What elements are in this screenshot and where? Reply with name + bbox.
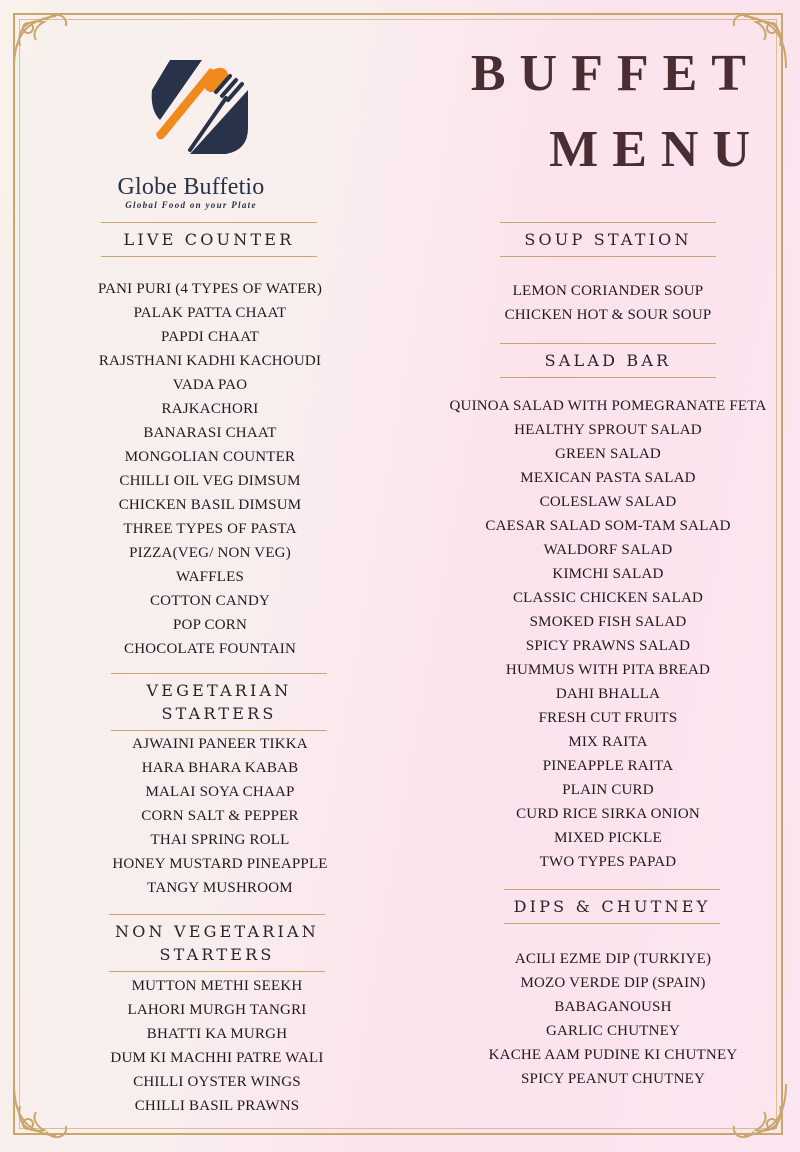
list-item: BANARASI CHAAT bbox=[143, 425, 277, 441]
page-title-line-1: BUFFET bbox=[470, 45, 760, 102]
list-item: MEXICAN PASTA SALAD bbox=[520, 470, 696, 486]
list-item: KACHE AAM PUDINE KI CHUTNEY bbox=[488, 1047, 738, 1063]
dips-chutney-list bbox=[453, 947, 773, 1091]
list-item: CHILLI BASIL PRAWNS bbox=[134, 1098, 300, 1114]
list-item: MOZO VERDE DIP (SPAIN) bbox=[520, 975, 706, 991]
section-heading-salad-bar: SALAD BAR bbox=[500, 343, 716, 378]
section-heading-line: VEGETARIAN bbox=[146, 681, 292, 700]
list-item: LEMON CORIANDER SOUP bbox=[512, 283, 704, 299]
list-item: BABAGANOUSH bbox=[554, 999, 672, 1015]
list-item: MUTTON METHI SEEKH bbox=[131, 978, 303, 994]
list-item: GREEN SALAD bbox=[555, 446, 661, 462]
list-item: POP CORN bbox=[173, 617, 247, 633]
list-item: TWO TYPES PAPAD bbox=[539, 854, 677, 870]
list-item: MIX RAITA bbox=[568, 734, 648, 750]
list-item: PINEAPPLE RAITA bbox=[542, 758, 674, 774]
list-item: MONGOLIAN COUNTER bbox=[124, 449, 296, 465]
section-heading-live-counter: LIVE COUNTER bbox=[101, 222, 317, 257]
list-item: DAHI BHALLA bbox=[555, 686, 661, 702]
ornament-corner-icon bbox=[6, 1076, 76, 1146]
list-item: CORN SALT & PEPPER bbox=[141, 808, 299, 824]
list-item: THAI SPRING ROLL bbox=[150, 832, 290, 848]
list-item: CHOCOLATE FOUNTAIN bbox=[124, 641, 296, 657]
list-item: RAJSTHANI KADHI KACHOUDI bbox=[98, 353, 322, 369]
list-item: CHILLI OYSTER WINGS bbox=[133, 1074, 301, 1090]
section-heading-nonveg-starters bbox=[109, 914, 325, 972]
salad-bar-list bbox=[443, 394, 773, 874]
list-item: LAHORI MURGH TANGRI bbox=[127, 1002, 307, 1018]
list-item: HEALTHY SPROUT SALAD bbox=[514, 422, 702, 438]
live-counter-list bbox=[60, 277, 360, 661]
section-heading-veg-starters bbox=[111, 673, 327, 731]
list-item: CLASSIC CHICKEN SALAD bbox=[512, 590, 704, 606]
list-item: PALAK PATTA CHAAT bbox=[133, 305, 287, 321]
list-item: AJWAINI PANEER TIKKA bbox=[132, 736, 308, 752]
section-heading-line: NON VEGETARIAN bbox=[115, 922, 319, 941]
list-item: PIZZA(VEG/ NON VEG) bbox=[129, 545, 291, 561]
list-item: CHILLI OIL VEG DIMSUM bbox=[119, 473, 301, 489]
list-item: DUM KI MACHHI PATRE WALI bbox=[110, 1050, 324, 1066]
list-item: GARLIC CHUTNEY bbox=[545, 1023, 681, 1039]
list-item: QUINOA SALAD WITH POMEGRANATE FETA bbox=[449, 398, 767, 414]
list-item: ACILI EZME DIP (TURKIYE) bbox=[514, 951, 712, 967]
list-item: CHICKEN HOT & SOUR SOUP bbox=[504, 307, 712, 323]
list-item: FRESH CUT FRUITS bbox=[538, 710, 678, 726]
list-item: WALDORF SALAD bbox=[543, 542, 673, 558]
list-item: CAESAR SALAD SOM-TAM SALAD bbox=[485, 518, 731, 534]
list-item: TANGY MUSHROOM bbox=[147, 880, 293, 896]
list-item: PANI PURI (4 TYPES OF WATER) bbox=[97, 281, 323, 297]
list-item: WAFFLES bbox=[175, 569, 245, 585]
section-heading-line: STARTERS bbox=[159, 945, 275, 964]
list-item: VADA PAO bbox=[172, 377, 248, 393]
list-item: HUMMUS WITH PITA BREAD bbox=[505, 662, 711, 678]
veg-starters-list bbox=[70, 732, 370, 900]
list-item: SPICY PRAWNS SALAD bbox=[525, 638, 691, 654]
list-item: PLAIN CURD bbox=[562, 782, 654, 798]
list-item: PAPDI CHAAT bbox=[161, 329, 259, 345]
list-item: MIXED PICKLE bbox=[554, 830, 662, 846]
list-item: MALAI SOYA CHAAP bbox=[145, 784, 295, 800]
list-item: SMOKED FISH SALAD bbox=[529, 614, 687, 630]
page-title-line-2: MENU bbox=[549, 121, 764, 178]
list-item: THREE TYPES OF PASTA bbox=[123, 521, 297, 537]
nonveg-starters-list bbox=[67, 974, 367, 1118]
list-item: COLESLAW SALAD bbox=[539, 494, 677, 510]
list-item: CHICKEN BASIL DIMSUM bbox=[118, 497, 302, 513]
spoon-fork-logo-icon bbox=[130, 50, 250, 165]
list-item: KIMCHI SALAD bbox=[552, 566, 664, 582]
list-item: HONEY MUSTARD PINEAPPLE bbox=[112, 856, 328, 872]
list-item: CURD RICE SIRKA ONION bbox=[516, 806, 700, 822]
soup-station-list bbox=[448, 279, 768, 327]
section-heading-line: STARTERS bbox=[161, 704, 277, 723]
ornament-corner-icon bbox=[6, 6, 76, 76]
brand-name: Globe Buffetio bbox=[117, 174, 265, 200]
list-item: COTTON CANDY bbox=[149, 593, 271, 609]
list-item: BHATTI KA MURGH bbox=[146, 1026, 288, 1042]
section-heading-soup-station: SOUP STATION bbox=[500, 222, 716, 257]
list-item: HARA BHARA KABAB bbox=[141, 760, 299, 776]
list-item: SPICY PEANUT CHUTNEY bbox=[520, 1071, 705, 1087]
section-heading-dips-chutney: DIPS & CHUTNEY bbox=[504, 889, 720, 924]
list-item: RAJKACHORI bbox=[161, 401, 259, 417]
brand-tagline: Global Food on your Plate bbox=[125, 200, 257, 210]
